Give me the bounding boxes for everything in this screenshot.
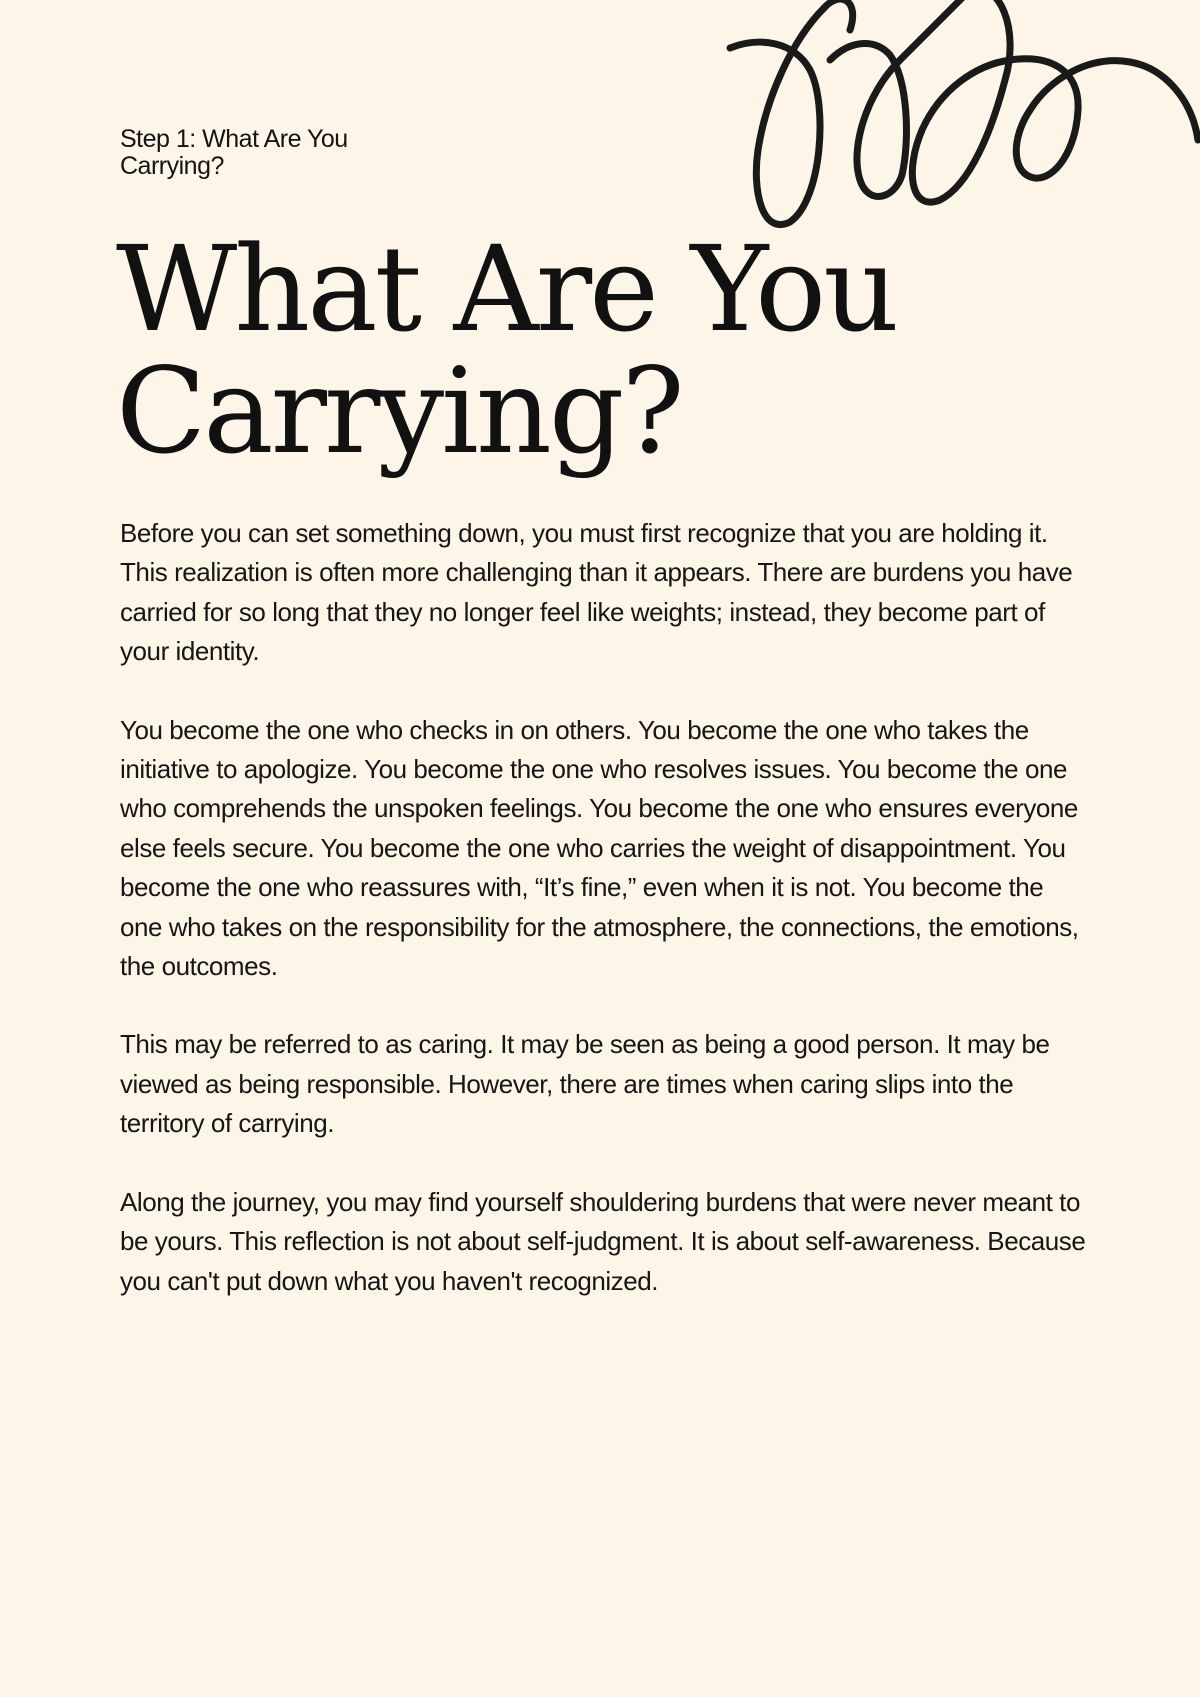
scribble-loops-icon [700, 0, 1200, 240]
paragraph: Before you can set something down, you must first recognize that you are holding it. This realization is often more challenging than it appears. There are burdens you have carried for so long that they no longer feel like weights; instead, they become part of your identity. [120, 518, 1073, 667]
paragraph: Along the journey, you may find yourself shouldering burdens that were never meant to be yours. This reflection is not about self-judgment. It is about self-awareness. Because you can't put down what you haven't recognized. [120, 1186, 1086, 1296]
paragraph: This may be referred to as caring. It may be seen as being a good person. It may be viewed as being responsible. However, there are times when caring slips into the territory of carrying. [120, 1029, 1050, 1139]
page-title: What Are You Carrying? [116, 220, 897, 480]
paragraph: You become the one who checks in on others. You become the one who takes the initiative to apologize. You become the one who resolves issues. You become the one who comprehends the unspoken feelings. You become the one who ensures everyone else feels secure. You become the one who carries the weight of disappointment. You become the one who reassures with, “It’s fine,” even when it is not. You become the one who takes on the responsibility for the atmosphere, the connections, the emotions, the outcomes. [120, 714, 1079, 982]
step-label: Step 1: What Are You Carrying? [120, 125, 348, 180]
body-text [120, 514, 1090, 1340]
